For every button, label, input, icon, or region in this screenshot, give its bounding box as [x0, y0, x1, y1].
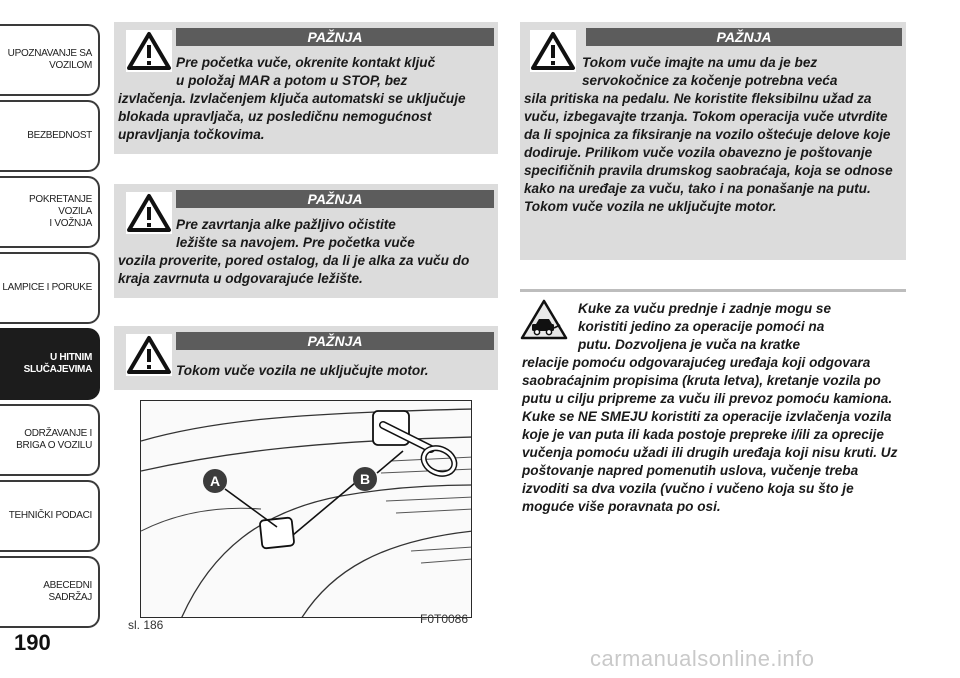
tab-odrzavanje[interactable]: ODRŽAVANJE I BRIGA O VOZILU [0, 404, 100, 476]
note-line: koristiti jedino za operacije pomoći na [578, 319, 825, 334]
note-line: Kuke za vuču prednje i zadnje mogu se [578, 301, 832, 316]
figure-caption: sl. 186 [128, 618, 164, 632]
note-line: putu. Dozvoljena je vuča na kratke [578, 337, 801, 352]
figure-code: F0T0086 [420, 612, 469, 626]
warning-box-2 [114, 184, 498, 298]
tab-tehnicki-podaci[interactable]: TEHNIČKI PODACI [0, 480, 100, 552]
warning-triangle-icon [126, 334, 172, 376]
tow-truck-icon [520, 298, 568, 342]
callout-b: B [359, 471, 371, 487]
warning-line: Tokom vuče imajte na umu da je bez [582, 55, 818, 70]
tab-upoznavanje[interactable]: UPOZNAVANJE SA VOZILOM [0, 24, 100, 96]
warning-header: PAŽNJA [176, 332, 494, 350]
tab-bezbednost[interactable]: BEZBEDNOST [0, 100, 100, 172]
warning-box-4 [520, 22, 906, 260]
warning-header: PAŽNJA [176, 28, 494, 46]
chapter-sidebar [0, 0, 100, 640]
callout-a: A [209, 473, 221, 489]
towing-eye-figure [140, 400, 472, 618]
warning-text: izvlačenja. Izvlačenjem ključa automatski se uključuje blokada upravljača, uz posledičnu nemogućnost upravljanja točkovima. [118, 91, 466, 142]
warning-line: u položaj MAR a potom u STOP, bez [176, 73, 408, 88]
note-text: relacije pomoću odgovarajućeg uređaja koji odgovara saobraćajnim propisima (kruta letva), kretanje vozila po putu u cilju pripreme za vuču ili prevoz pomoću kamiona. Kuke se NE SMEJU koristiti za operacije izvlačenja vozila koje je van puta ili kada postoje prepreke i/ili za oprecije vučenja pomoću užadi ili drugih uređaja koji nisu kruti. Uz poštovanje napred pomenutih uslova, vučenje treba izvoditi sa dva vozila (vučno i vučeno koja su što je moguće više poravnata po osi. [522, 355, 898, 514]
warning-triangle-icon [530, 30, 576, 72]
warning-line: Tokom vuče vozila ne uključujte motor. [176, 363, 429, 378]
warning-header: PAŽNJA [586, 28, 902, 46]
warning-text: sila pritiska na pedalu. Ne koristite fleksibilnu užad za vuču, izbegavajte trzanja. Tokom operacija vuče utvrdite da li spojnica za fiksiranje na vozilo oštećuje delove koje dodiruje. Prilikom vuče vozila obavezno je poštovanje specifičnih pravila drumskog saobraćaja, koja se odnose kako na uređaje za vuču, tako i na ponašanje na putu. Tokom vuče vozila ne uključujte motor. [524, 91, 893, 214]
warning-triangle-icon [126, 30, 172, 72]
section-divider [520, 289, 906, 292]
warning-box-1 [114, 22, 498, 154]
watermark: carmanualsonline.info [590, 646, 815, 671]
tab-lampice[interactable]: LAMPICE I PORUKE [0, 252, 100, 324]
tab-hitni-slucajevi[interactable]: U HITNIM SLUČAJEVIMA [0, 328, 100, 400]
warning-box-3 [114, 326, 498, 390]
warning-line: ležište sa navojem. Pre početka vuče [176, 235, 415, 250]
warning-text: vozila proverite, pored ostalog, da li je alka za vuču do kraja zavrnuta u odgovarajuće ležište. [118, 253, 470, 286]
tab-abecedni-sadrzaj[interactable]: ABECEDNI SADRŽAJ [0, 556, 100, 628]
warning-line: Pre početka vuče, okrenite kontakt ključ [176, 55, 436, 70]
tab-pokretanje[interactable]: POKRETANJE VOZILA I VOŽNJA [0, 176, 100, 248]
warning-header: PAŽNJA [176, 190, 494, 208]
warning-line: servokočnice za kočenje potrebna veća [582, 73, 838, 88]
warning-triangle-icon [126, 192, 172, 234]
page-number: 190 [14, 630, 51, 655]
warning-line: Pre zavrtanja alke pažljivo očistite [176, 217, 396, 232]
